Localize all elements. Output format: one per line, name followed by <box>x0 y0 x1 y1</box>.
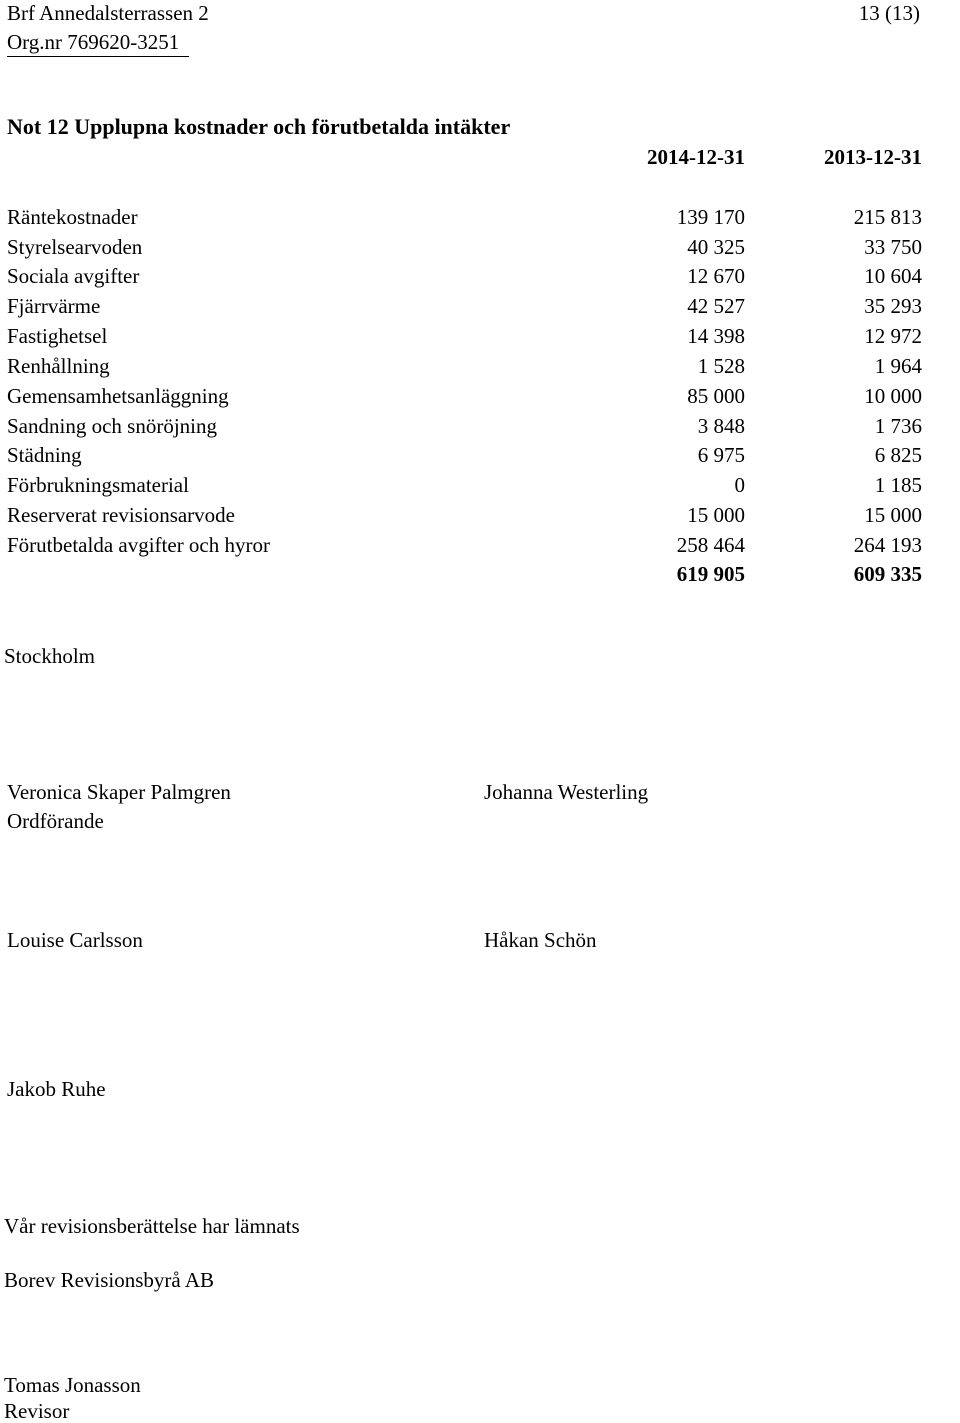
signature-role: Ordförande <box>7 809 104 833</box>
auditor-name: Tomas Jonasson <box>4 1373 141 1397</box>
value-2013: 10 604 <box>864 264 922 288</box>
row-label: Räntekostnader <box>7 205 138 229</box>
value-2014: 85 000 <box>687 384 745 408</box>
row-label: Reserverat revisionsarvode <box>7 503 235 527</box>
row-label: Gemensamhetsanläggning <box>7 384 229 408</box>
row-label: Förbrukningsmaterial <box>7 473 189 497</box>
value-2014: 258 464 <box>676 533 745 557</box>
signature-name: Håkan Schön <box>484 928 597 952</box>
signature-name: Johanna Westerling <box>484 780 649 804</box>
company-name: Brf Annedalsterrassen 2 <box>7 1 209 25</box>
value-2014: 1 528 <box>697 354 745 378</box>
value-2014: 14 398 <box>687 324 745 348</box>
value-2013: 10 000 <box>864 384 922 408</box>
value-2013: 215 813 <box>853 205 922 229</box>
value-2014: 0 <box>734 473 745 497</box>
value-2014: 139 170 <box>676 205 745 229</box>
value-2013: 1 185 <box>874 473 922 497</box>
value-2014: 40 325 <box>687 235 745 259</box>
column-header-2014: 2014-12-31 <box>647 145 745 169</box>
value-2013: 35 293 <box>864 294 922 318</box>
value-2013: 264 193 <box>853 533 922 557</box>
value-2013: 33 750 <box>864 235 922 259</box>
value-2013: 1 736 <box>874 414 922 438</box>
audit-statement: Vår revisionsberättelse har lämnats <box>4 1214 300 1238</box>
value-2014: 42 527 <box>687 294 745 318</box>
row-label: Förutbetalda avgifter och hyror <box>7 533 270 557</box>
row-label: Sandning och snöröjning <box>7 414 217 438</box>
value-2013: 6 825 <box>874 443 922 467</box>
audit-firm: Borev Revisionsbyrå AB <box>4 1268 214 1292</box>
place: Stockholm <box>4 644 96 668</box>
signature-name: Veronica Skaper Palmgren <box>7 780 231 804</box>
value-2013: 1 964 <box>874 354 922 378</box>
value-2014: 3 848 <box>697 414 745 438</box>
auditor-role: Revisor <box>4 1399 70 1423</box>
total-2014: 619 905 <box>676 562 745 586</box>
signature-name: Jakob Ruhe <box>7 1077 106 1101</box>
total-2013: 609 335 <box>853 562 922 586</box>
row-label: Sociala avgifter <box>7 264 140 288</box>
value-2013: 12 972 <box>864 324 922 348</box>
value-2014: 12 670 <box>687 264 745 288</box>
value-2014: 6 975 <box>697 443 745 467</box>
column-header-2013: 2013-12-31 <box>824 145 922 169</box>
row-label: Fjärrvärme <box>7 294 101 318</box>
org-number: Org.nr 769620-3251 <box>7 30 180 54</box>
row-label: Fastighetsel <box>7 324 108 348</box>
value-2014: 15 000 <box>687 503 745 527</box>
header-underline <box>7 56 189 57</box>
row-label: Renhållning <box>7 354 110 378</box>
note-title: Not 12 Upplupna kostnader och förutbetalda intäkter <box>7 114 511 139</box>
row-label: Städning <box>7 443 82 467</box>
row-label: Styrelsearvoden <box>7 235 143 259</box>
value-2013: 15 000 <box>864 503 922 527</box>
page-number: 13 (13) <box>858 1 920 25</box>
signature-name: Louise Carlsson <box>7 928 143 952</box>
